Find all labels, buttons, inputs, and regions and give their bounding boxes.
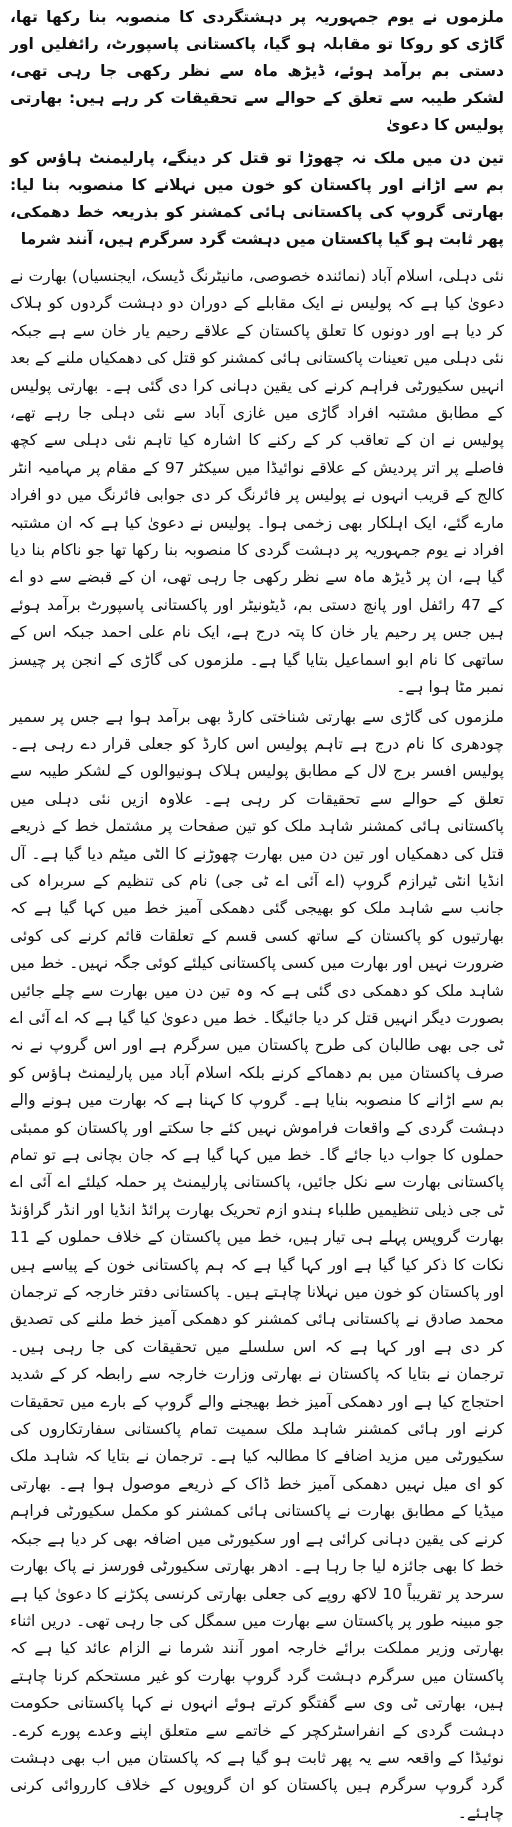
body-paragraph-2: ملزموں کی گاڑی سے بھارتی شناختی کارڈ بھی برآمد ہوا ہے جس پر سمیر چودھری کا نام درج ہے تاہم پولیس اس کارڈ کو جعلی قرار دے رہی ہے۔ پولیس افسر برج لال کے مطابق پولیس ہلاک ہونیوالوں کے لشکر طیبہ سے تعلق کے حوالے سے تحقیقات کر رہی ہے۔ علاوہ ازیں نئی دہلی میں پاکستانی ہائی کمشنر شاہد ملک کو تین صفحات پر مشتمل خط کے ذریعے قتل کی دھمکیاں اور تین دن میں بھارت چھوڑنے کا الٹی میٹم دیا گیا ہے۔ آل انڈیا انٹی ٹیرازم گروپ (اے آئی اے ٹی جی) نام کی تنظیم کے سربراہ کی جانب سے شاہد ملک کو بھیجی گئی دھمکی آمیز خط میں کہا گیا ہے کہ بھارتیوں کو پاکستان کے ساتھ کسی قسم کے تعلقات قائم کرنے کی کوئی ضرورت نہیں اور بھارت میں کسی پاکستانی کیلئے کوئی جگہ نہیں۔ خط میں شاہد ملک کو دھمکی دی گئی ہے کہ وہ تین دن میں بھارت سے چلے جائیں بصورت دیگر انہیں قتل کر دیا جائیگا۔ خط میں دعویٰ کیا گیا ہے کہ اے آئی اے ٹی جی بھی طالبان کی طرح پاکستان میں سرگرم ہے اور اس گروپ نے نہ صرف پاکستان میں بم دھماکے کرنے بلکہ اسلام آباد میں پارلیمنٹ ہاؤس کو بم سے اڑانے کا منصوبہ بنایا ہے۔ گروپ کا کہنا ہے کہ بھارت میں ہونے والے دہشت گردی کے واقعات فراموش نہیں کئے جا سکتے اور پاکستان کو ممبئی حملوں کا جواب دیا جائے گا۔ خط میں کہا گیا ہے کہ جان بچانی ہے تو تمام پاکستانی بھارت سے نکل جائیں، پاکستانی پارلیمنٹ پر حملہ کیلئے اے آئی اے ٹی جی ذیلی تنظیمیں طلباء ہندو ازم تحریک بھارت پرائڈ انڈیا اور انڈر گراؤنڈ بھارت گروپس پہلے ہی تیار ہیں، خط میں پاکستان کے خلاف حملوں کے 11 نکات کا ذکر کیا گیا ہے اور کہا گیا ہے کہ ہم پاکستانی خون کے پیاسے ہیں اور پاکستان کو خون میں نہلانا چاہتے ہیں۔ پاکستانی دفتر خارجہ کے ترجمان محمد صادق نے پاکستانی ہائی کمشنر کو دھمکی آمیز خط ملنے کی تصدیق کر دی ہے اور کہا ہے کہ اس سلسلے میں تحقیقات کی جا رہی ہیں۔ ترجمان نے بتایا کہ پاکستان نے بھارتی وزارت خارجہ سے رابطہ کر کے شدید احتجاج کیا ہے اور دھمکی آمیز خط بھیجنے والے گروپ کے بارے میں تحقیقات کرنے اور ہائی کمشنر شاہد ملک سمیت تمام پاکستانی سفارتکاروں کی سکیورٹی میں مزید اضافے کا مطالبہ کیا ہے۔ ترجمان نے بتایا کہ شاہد ملک کو ای میل نہیں دھمکی آمیز خط ڈاک کے ذریعے موصول ہوا ہے۔ بھارتی میڈیا کے مطابق بھارت نے پاکستانی ہائی کمشنر کو مکمل سکیورٹی فراہم کرنے کی یقین دہانی کرائی ہے اور سکیورٹی میں اضافہ بھی کر دیا ہے جبکہ خط کا بھی جائزہ لیا جا رہا ہے۔ ادھر بھارتی سکیورٹی فورسز نے پاک بھارت سرحد پر تقریباً 10 لاکھ روپے کی جعلی بھارتی کرنسی پکڑنے کا دعویٰ کیا ہے جو مبینہ طور پر پاکستان سے بھارت میں سمگل کی جا رہی تھی۔ دریں اثناء بھارتی وزیر مملکت برائے خارجہ امور آنند شرما نے الزام عائد کیا ہے کہ پاکستان میں سرگرم دہشت گرد گروپ بھارت کو غیر مستحکم کرنا چاہتے ہیں، بھارتی ٹی وی سے گفتگو کرتے ہوئے انہوں نے کہا پاکستانی حکومت دہشت گردی کے انفراسٹرکچر کے خاتمے سے متعلق اپنے وعدے پورے کرے۔ نوئیڈا کے واقعہ سے یہ پھر ثابت ہو گیا ہے کہ پاکستان میں اب بھی دہشت گرد گروپ سرگرم ہیں پاکستان کو ان گروپوں کے خلاف کارروائی کرنی چاہئے۔	[10, 704, 504, 1827]
headline: ملزموں نے یوم جمہوریہ پر دہشتگردی کا منصوبہ بنا رکھا تھا، گاڑی کو روکا تو مقابلہ ہو گیا، پاکستانی پاسپورٹ، رائفلیں اور دستی بم برآمد ہوئے، ڈیڑھ ماہ سے نظر رکھی جا رہی تھی، لشکر طیبہ سے تعلق کے حوالے سے تحقیقات کر رہے ہیں: بھارتی پولیس کا دعویٰ	[10, 4, 504, 139]
body-paragraph-1: نئی دہلی، اسلام آباد (نمائندہ خصوصی، مانیٹرنگ ڈیسک، ایجنسیاں) بھارت نے دعویٰ کیا ہے کہ پولیس نے ایک مقابلے کے دوران دو دہشت گردوں کو ہلاک کر دیا ہے اور دونوں کا تعلق پاکستان کے علاقے رحیم یار خان سے ہے جبکہ نئی دہلی میں تعینات پاکستانی ہائی کمشنر کو قتل کی دھمکیاں ملنے کے بعد انہیں سکیورٹی فراہم کرنے کی یقین دہانی کرا دی گئی ہے۔ بھارتی پولیس کے مطابق مشتبہ افراد گاڑی میں غازی آباد سے نئی دہلی جا رہے تھے، پولیس نے ان کے تعاقب کر کے رکنے کا اشارہ کیا تاہم نئی دہلی سے کچھ فاصلے پر اتر پردیش کے علاقے نوائیڈا میں سیکٹر 97 کے مقام پر مہامیہ انٹر کالج کے قریب انہوں نے پولیس پر فائرنگ کر دی جوابی فائرنگ میں دو افراد مارے گئے، ایک اہلکار بھی زخمی ہوا۔ پولیس نے دعویٰ کیا ہے کہ ان مشتبہ افراد نے یوم جمہوریہ پر دہشت گردی کا منصوبہ بنا رکھا تھا جو ناکام بنا دیا گیا ہے، ان پر ڈیڑھ ماہ سے نظر رکھی جا رہی تھی، ان کے قبضے سے دو اے کے 47 رائفل اور پانچ دستی بم، ڈیٹونیٹر اور پاکستانی پاسپورٹ برآمد ہوئے ہیں جس پر رحیم یار خان کا پتہ درج ہے، ایک نام علی احمد جبکہ اس کے ساتھی کا نام ابو اسماعیل بتایا گیا ہے۔ ملزموں کی گاڑی کے انجن پر چیسز نمبر مٹا ہوا ہے۔	[10, 263, 504, 702]
article-body	[10, 263, 504, 1827]
subheadline: تین دن میں ملک نہ چھوڑا تو قتل کر دینگے، پارلیمنٹ ہاؤس کو بم سے اڑانے اور پاکستان کو خون میں نہلانے کا منصوبہ بنا لیا: بھارتی گروپ کی پاکستانی ہائی کمشنر کو بذریعہ خط دھمکی، پھر ثابت ہو گیا پاکستان میں دہشت گرد سرگرم ہیں، آنند شرما	[10, 145, 504, 253]
